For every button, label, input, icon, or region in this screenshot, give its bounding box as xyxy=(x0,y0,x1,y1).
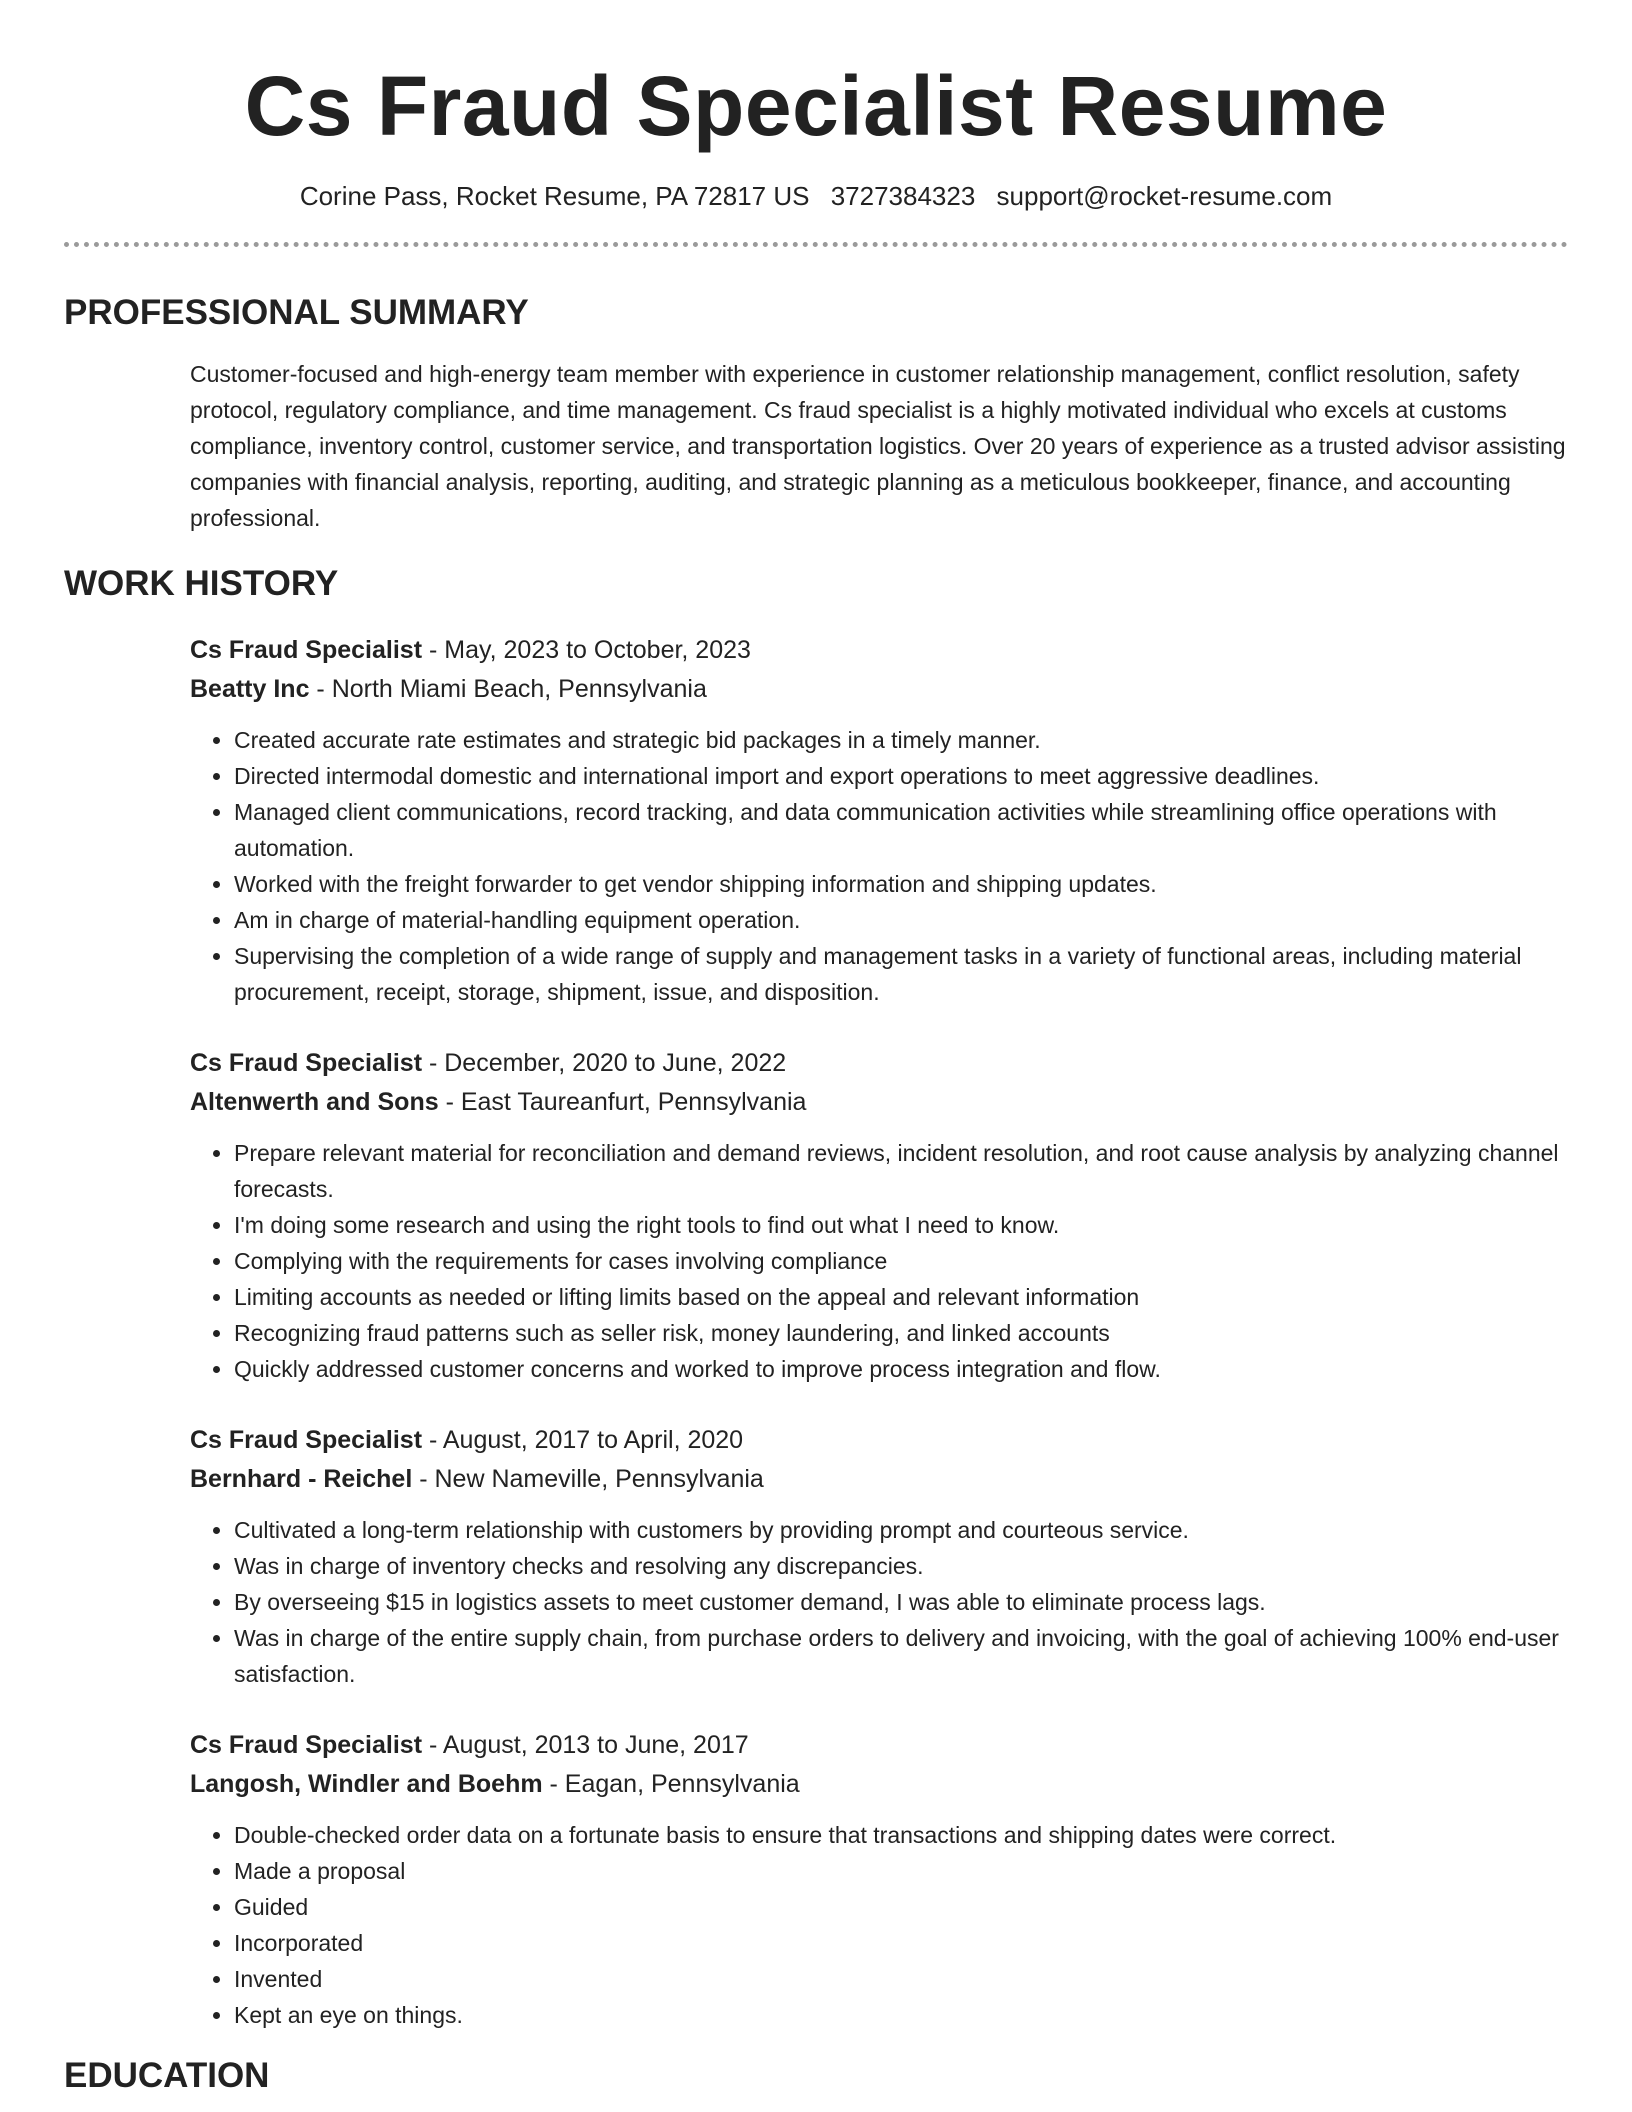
job-responsibility: • Double-checked order data on a fortunate basis to ensure that transactions and shipping dates were correct. xyxy=(234,1817,1568,1853)
job-location: - North Miami Beach, Pennsylvania xyxy=(309,675,707,703)
job-responsibility: • Invented xyxy=(234,1961,1568,1997)
job-title-line xyxy=(190,1044,1568,1083)
job-responsibility: • Created accurate rate estimates and strategic bid packages in a timely manner. xyxy=(234,722,1568,758)
contact-email: support@rocket-resume.com xyxy=(996,181,1333,211)
education-heading: EDUCATION xyxy=(64,2056,270,2095)
work-history-heading: WORK HISTORY xyxy=(64,564,339,603)
job-responsibilities-list xyxy=(190,722,1568,1010)
job-location: - East Taureanfurt, Pennsylvania xyxy=(438,1088,807,1116)
contact-line xyxy=(64,180,1568,212)
job-responsibility: • Incorporated xyxy=(234,1925,1568,1961)
job-responsibilities-list xyxy=(190,1135,1568,1387)
resume-title: Cs Fraud Specialist Resume xyxy=(244,59,1388,153)
job-responsibility: • Quickly addressed customer concerns and worked to improve process integration and flow. xyxy=(234,1351,1568,1387)
job-responsibility: • Prepare relevant material for reconciliation and demand reviews, incident resolution, and root cause analysis by analyzing channel forecasts. xyxy=(234,1135,1568,1207)
job-responsibilities-list xyxy=(190,1817,1568,2033)
contact-phone: 3727384323 xyxy=(830,181,976,211)
professional-summary-heading: PROFESSIONAL SUMMARY xyxy=(64,293,529,332)
professional-summary-section xyxy=(64,292,1568,536)
contact-address: Corine Pass, Rocket Resume, PA 72817 US xyxy=(299,181,810,211)
job-responsibility: • Made a proposal xyxy=(234,1853,1568,1889)
job-responsibility: • Complying with the requirements for cases involving compliance xyxy=(234,1243,1568,1279)
job-title-line xyxy=(190,1421,1568,1460)
job-responsibility: • Kept an eye on things. xyxy=(234,1997,1568,2033)
job-responsibility: • Managed client communications, record tracking, and data communication activities while streamlining office operations with automation. xyxy=(234,794,1568,866)
job-company-line xyxy=(190,1765,1568,1804)
job-responsibility: • Worked with the freight forwarder to get vendor shipping information and shipping updates. xyxy=(234,866,1568,902)
education-section xyxy=(64,2055,1568,2097)
job-company: Beatty Inc xyxy=(190,675,310,703)
job-title: Cs Fraud Specialist xyxy=(190,636,423,664)
professional-summary-text: Customer-focused and high-energy team member with experience in customer relationship management, conflict resolution, safety protocol, regulatory compliance, and time management. Cs fraud specialist is a highly motivated individual who excels at customs compliance, inventory control, customer service, and transportation logistics. Over 20 years of experience as a trusted advisor assisting companies with financial analysis, reporting, auditing, and strategic planning as a meticulous bookkeeper, finance, and accounting professional. xyxy=(190,361,1566,531)
job-company: Altenwerth and Sons xyxy=(190,1088,439,1116)
job-responsibility: • Guided xyxy=(234,1889,1568,1925)
work-history-job xyxy=(190,1421,1568,1692)
job-responsibility: • I'm doing some research and using the right tools to find out what I need to know. xyxy=(234,1207,1568,1243)
job-title: Cs Fraud Specialist xyxy=(190,1731,423,1759)
job-company: Bernhard - Reichel xyxy=(190,1465,413,1493)
work-history-job xyxy=(190,1726,1568,2033)
job-company-line xyxy=(190,1083,1568,1122)
job-responsibility: • Was in charge of inventory checks and resolving any discrepancies. xyxy=(234,1548,1568,1584)
job-responsibility: • By overseeing $15 in logistics assets to meet customer demand, I was able to eliminate process lags. xyxy=(234,1584,1568,1620)
job-dates: - August, 2013 to June, 2017 xyxy=(422,1731,749,1759)
job-responsibilities-list xyxy=(190,1512,1568,1692)
job-title: Cs Fraud Specialist xyxy=(190,1049,423,1077)
job-location: - Eagan, Pennsylvania xyxy=(542,1770,800,1798)
job-responsibility: • Limiting accounts as needed or lifting limits based on the appeal and relevant information xyxy=(234,1279,1568,1315)
job-responsibility: • Recognizing fraud patterns such as seller risk, money laundering, and linked accounts xyxy=(234,1315,1568,1351)
job-company-line xyxy=(190,1460,1568,1499)
job-title-line xyxy=(190,631,1568,670)
job-title: Cs Fraud Specialist xyxy=(190,1426,423,1454)
job-responsibility: • Supervising the completion of a wide range of supply and management tasks in a variety of functional areas, including material procurement, receipt, storage, shipment, issue, and disposition. xyxy=(234,938,1568,1010)
work-history-job xyxy=(190,631,1568,1010)
job-company-line xyxy=(190,670,1568,709)
job-company: Langosh, Windler and Boehm xyxy=(190,1770,543,1798)
job-title-line xyxy=(190,1726,1568,1765)
work-history-job xyxy=(190,1044,1568,1387)
job-responsibility: • Directed intermodal domestic and international import and export operations to meet aggressive deadlines. xyxy=(234,758,1568,794)
job-responsibility: • Was in charge of the entire supply chain, from purchase orders to delivery and invoicing, with the goal of achieving 100% end-user satisfaction. xyxy=(234,1620,1568,1692)
job-dates: - August, 2017 to April, 2020 xyxy=(422,1426,744,1454)
job-location: - New Nameville, Pennsylvania xyxy=(412,1465,764,1493)
job-dates: - December, 2020 to June, 2022 xyxy=(422,1049,787,1077)
work-history-section xyxy=(64,563,1568,2033)
job-dates: - May, 2023 to October, 2023 xyxy=(422,636,751,664)
job-responsibility: • Cultivated a long-term relationship with customers by providing prompt and courteous service. xyxy=(234,1512,1568,1548)
header-divider xyxy=(64,242,1568,247)
job-responsibility: • Am in charge of material-handling equipment operation. xyxy=(234,902,1568,938)
